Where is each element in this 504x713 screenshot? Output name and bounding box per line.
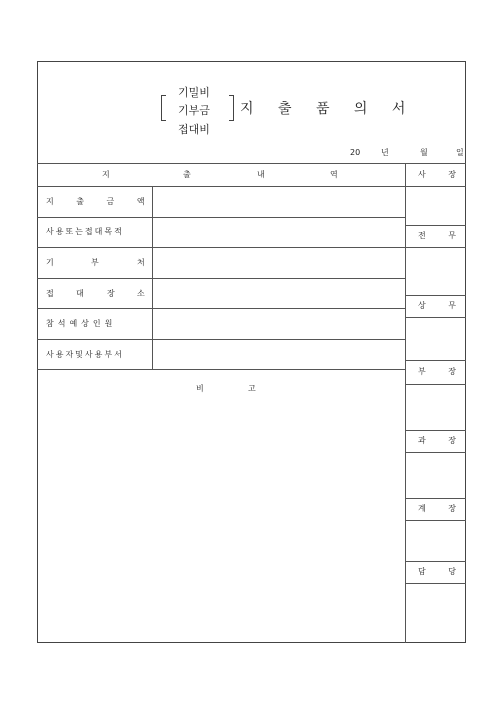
approval-managing-director: 상 무 bbox=[418, 301, 466, 310]
row-label-purpose: 사용또는접대목적 bbox=[46, 227, 124, 236]
approval-line-12 bbox=[405, 561, 466, 562]
approval-line-10 bbox=[405, 498, 466, 499]
right-bracket bbox=[229, 95, 234, 121]
approval-line-4 bbox=[405, 295, 466, 296]
remarks-char-2: 고 bbox=[248, 384, 256, 393]
row-label-donee-2: 부 bbox=[91, 258, 99, 267]
approval-president: 사 장 bbox=[418, 170, 466, 179]
approval-line-13 bbox=[405, 583, 466, 584]
row-line-2 bbox=[37, 247, 405, 248]
approval-line-2 bbox=[405, 225, 466, 226]
remarks-char-1: 비 bbox=[196, 384, 204, 393]
approval-line-1 bbox=[405, 186, 466, 187]
row-label-donee-1: 기 bbox=[46, 258, 54, 267]
date-year: 20 bbox=[350, 148, 361, 157]
date-month-unit: 월 bbox=[420, 148, 428, 157]
approval-general-manager: 부 장 bbox=[418, 367, 466, 376]
header-top-line bbox=[37, 163, 466, 164]
header-char-3: 내 bbox=[257, 170, 265, 179]
approval-staff-in-charge: 담 당 bbox=[418, 567, 466, 576]
approval-line-11 bbox=[405, 520, 466, 521]
header-char-4: 역 bbox=[330, 170, 338, 179]
row-label-donee-3: 처 bbox=[137, 258, 145, 267]
approval-line-5 bbox=[405, 317, 466, 318]
approval-line-6 bbox=[405, 360, 466, 361]
row-line-1 bbox=[37, 217, 405, 218]
row-label-venue-1: 접 bbox=[46, 289, 54, 298]
left-bracket bbox=[161, 95, 166, 121]
header-bottom-line bbox=[37, 186, 405, 187]
date-day-unit: 일 bbox=[456, 148, 464, 157]
option-secret-expense: 기밀비 bbox=[178, 86, 210, 99]
row-line-3 bbox=[37, 278, 405, 279]
row-label-user-dept: 사용자및사용부서 bbox=[46, 350, 124, 359]
row-line-5 bbox=[37, 339, 405, 340]
approval-line-9 bbox=[405, 452, 466, 453]
row-line-6 bbox=[37, 369, 405, 370]
approval-column-divider bbox=[405, 163, 406, 643]
option-entertainment: 접대비 bbox=[178, 123, 210, 136]
row-label-attendees: 참석예상인원 bbox=[46, 319, 117, 328]
date-year-unit: 년 bbox=[381, 148, 389, 157]
option-donation: 기부금 bbox=[178, 104, 210, 117]
row-label-amount: 지 출 금 액 bbox=[46, 197, 155, 206]
row-label-venue-3: 장 bbox=[107, 289, 115, 298]
approval-assistant-manager: 계 장 bbox=[418, 504, 466, 513]
row-label-venue-2: 대 bbox=[76, 289, 84, 298]
approval-line-7 bbox=[405, 384, 466, 385]
row-line-4 bbox=[37, 308, 405, 309]
approval-line-3 bbox=[405, 247, 466, 248]
document-title: 지 출 품 의 서 bbox=[240, 101, 416, 117]
row-label-venue-4: 소 bbox=[137, 289, 145, 298]
header-char-1: 지 bbox=[102, 170, 110, 179]
approval-senior-managing-director: 전 무 bbox=[418, 231, 466, 240]
header-char-2: 출 bbox=[183, 170, 191, 179]
approval-line-8 bbox=[405, 430, 466, 431]
approval-section-chief: 과 장 bbox=[418, 436, 466, 445]
